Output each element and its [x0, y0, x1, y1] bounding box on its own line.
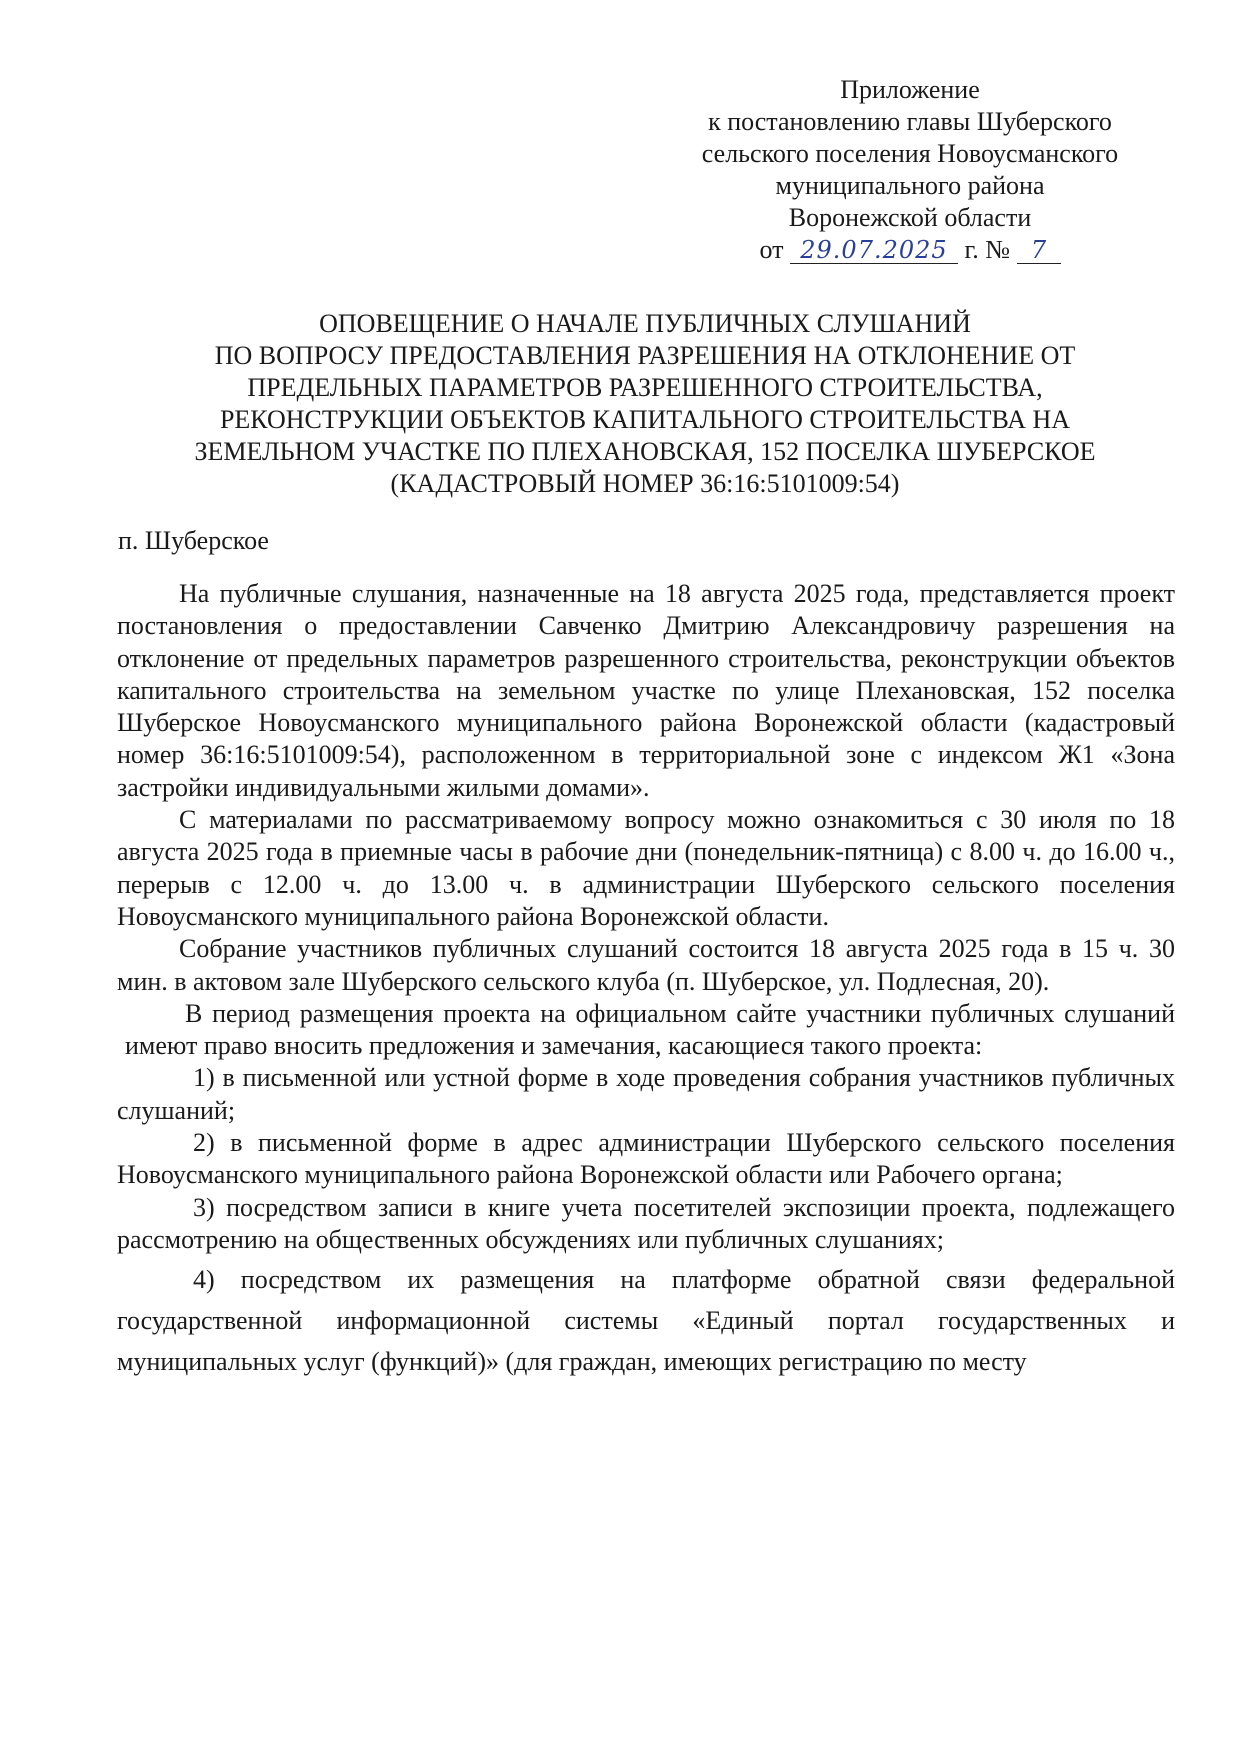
appendix-line: муниципального района	[775, 171, 1045, 200]
document-body	[117, 578, 1175, 1382]
document-title	[115, 308, 1175, 500]
paragraph-project: На публичные слушания, назначенные на 18 августа 2025 года, представляется проект постановления о предоставлении Савченко Дмитрию Александровичу разрешения на отклонение от предельных параметров разрешенного строительства, реконструкции объектов капитального строительства на земельном участке по улице Плехановская, 152 поселка Шуберское Новоусманского муниципального района Воронежской области (кадастровый номер 36:16:5101009:54), расположенном в территориальной зоне с индексом Ж1 «Зона застройки индивидуальными жилыми домами».	[117, 579, 1175, 802]
year-number-label: г. №	[964, 235, 1011, 264]
list-item-1: 1) в письменной или устной форме в ходе проведения собрания участников публичных слушаний;	[117, 1063, 1175, 1125]
paragraph-meeting: Собрание участников публичных слушаний состоится 18 августа 2025 года в 15 ч. 30 мин. в актовом зале Шуберского сельского клуба (п. Шуберское, ул. Подлесная, 20).	[117, 934, 1175, 996]
list-item-2: 2) в письменной форме в адрес администрации Шуберского сельского поселения Новоусманского муниципального района Воронежской области или Рабочего органа;	[117, 1128, 1175, 1190]
title-line: ЗЕМЕЛЬНОМ УЧАСТКЕ ПО ПЛЕХАНОВСКАЯ, 152 ПОСЕЛКА ШУБЕРСКОЕ	[194, 437, 1096, 466]
paragraph-proposals: В период размещения проекта на официальном сайте участники публичных слушаний имеют право вносить предложения и замечания, касающиеся такого проекта:	[125, 998, 1175, 1061]
title-line: ОПОВЕЩЕНИЕ О НАЧАЛЕ ПУБЛИЧНЫХ СЛУШАНИЙ	[319, 309, 971, 338]
appendix-line: Приложение	[840, 75, 980, 104]
appendix-line: Воронежской области	[788, 203, 1032, 232]
handwritten-number: 7	[1017, 237, 1061, 264]
list-item-3: 3) посредством записи в книге учета посетителей экспозиции проекта, подлежащего рассмотрению на общественных обсуждениях или публичных слушаниях;	[117, 1192, 1175, 1254]
list-item-4: 4) посредством их размещения на платформе обратной связи федеральной государственной информационной системы «Единый портал государственных и муниципальных услуг (функций)» (для граждан, имеющих регистрацию по месту	[117, 1265, 1175, 1377]
date-number-line	[660, 234, 1160, 266]
handwritten-date: 29.07.2025	[790, 237, 958, 264]
title-line: ПРЕДЕЛЬНЫХ ПАРАМЕТРОВ РАЗРЕШЕННОГО СТРОИТЕЛЬСТВА,	[247, 373, 1043, 402]
title-line: ПО ВОПРОСУ ПРЕДОСТАВЛЕНИЯ РАЗРЕШЕНИЯ НА ОТКЛОНЕНИЕ ОТ	[214, 341, 1076, 370]
appendix-line: к постановлению главы Шуберского	[708, 107, 1112, 136]
paragraph-materials: С материалами по рассматриваемому вопросу можно ознакомиться с 30 июля по 18 августа 2025 года в приемные часы в рабочие дни (понедельник-пятница) с 8.00 ч. до 16.00 ч., перерыв с 12.00 ч. до 13.00 ч. в администрации Шуберского сельского поселения Новоусманского муниципального района Воронежской области.	[117, 805, 1175, 931]
title-line: РЕКОНСТРУКЦИИ ОБЪЕКТОВ КАПИТАЛЬНОГО СТРОИТЕЛЬСТВА НА	[219, 405, 1071, 434]
appendix-block	[660, 74, 1160, 266]
date-prefix: от	[759, 235, 784, 264]
title-line: (КАДАСТРОВЫЙ НОМЕР 36:16:5101009:54)	[390, 469, 900, 498]
appendix-line: сельского поселения Новоусманского	[701, 139, 1119, 168]
place-name: п. Шуберское	[118, 526, 269, 555]
